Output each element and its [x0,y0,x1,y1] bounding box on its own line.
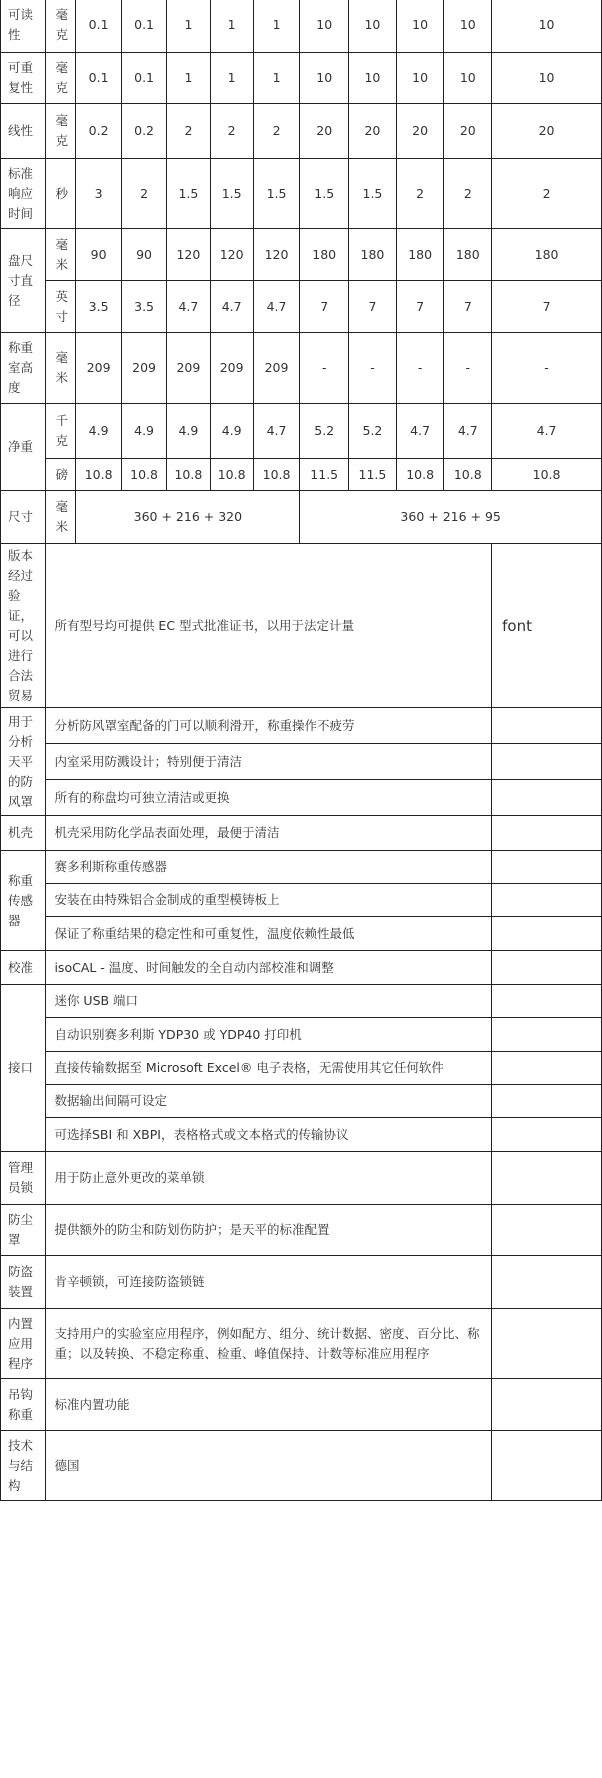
value-cell: 10 [492,0,602,53]
value-cell: 4.7 [492,404,602,459]
value-cell: 4.9 [76,404,121,459]
value-cell: 10 [300,0,349,53]
value-cell: 1.5 [210,159,253,229]
value-cell: 4.9 [167,404,210,459]
value-cell: 10 [444,0,492,53]
empty-cell [492,708,602,744]
unit-cell: 毫克 [46,53,76,104]
empty-cell [492,1256,602,1309]
row-label: 管理员锁 [1,1152,46,1205]
value-cell: 0.1 [76,0,121,53]
feature-item: 数据输出间隔可设定 [46,1085,492,1118]
feature-text: 德国 [46,1431,492,1501]
value-cell: 4.7 [167,281,210,333]
value-cell: 0.1 [121,0,166,53]
value-cell: 11.5 [349,459,397,491]
value-cell: - [349,333,397,404]
value-cell: 1.5 [349,159,397,229]
spec-row-response_time [1,159,602,229]
feature-row-interface [1,985,602,1018]
feature-row-anti_theft [1,1256,602,1309]
value-cell: 10.8 [121,459,166,491]
feature-row-sensor [1,851,602,884]
value-cell: 180 [492,229,602,281]
value-cell: 4.9 [121,404,166,459]
value-cell: 4.9 [210,404,253,459]
value-cell: 209 [121,333,166,404]
feature-row-draft_shield [1,744,602,780]
empty-cell [492,1309,602,1379]
feature-row-admin_lock [1,1152,602,1205]
value-cell: 3.5 [76,281,121,333]
value-cell: 0.2 [121,104,166,159]
empty-cell [492,985,602,1018]
value-cell: 10.8 [253,459,300,491]
value-cell: 10 [444,53,492,104]
value-cell: - [444,333,492,404]
row-label: 盘尺寸直径 [1,229,46,333]
dimension-value: 360 + 216 + 95 [300,491,602,544]
value-cell: 4.7 [253,404,300,459]
value-cell: 2 [253,104,300,159]
value-cell: 4.7 [444,404,492,459]
value-cell: 1 [167,0,210,53]
value-cell: 90 [76,229,121,281]
value-cell: 180 [300,229,349,281]
row-label: 称重室高度 [1,333,46,404]
spec-row-dimensions [1,491,602,544]
value-cell: 10 [396,0,444,53]
feature-item: 自动识别赛多利斯 YDP30 或 YDP40 打印机 [46,1018,492,1052]
row-label: 净重 [1,404,46,491]
value-cell: 20 [396,104,444,159]
unit-cell: 毫米 [46,491,76,544]
feature-text: 用于防止意外更改的菜单锁 [46,1152,492,1205]
spec-row-net-weight-kg [1,404,602,459]
value-cell: 1 [253,0,300,53]
dimension-value: 360 + 216 + 320 [76,491,300,544]
extra-cell: font [492,544,602,708]
feature-row-interface [1,1018,602,1052]
feature-item: 直接传输数据至 Microsoft Excel® 电子表格，无需使用其它任何软件 [46,1052,492,1085]
feature-item: 保证了称重结果的稳定性和可重复性，温度依赖性最低 [46,917,492,951]
empty-cell [492,816,602,851]
unit-cell: 磅 [46,459,76,491]
feature-text: 提供额外的防尘和防划伤防护；是天平的标准配置 [46,1205,492,1256]
feature-row-hook [1,1379,602,1431]
row-label: 吊钩称重 [1,1379,46,1431]
value-cell: 4.7 [210,281,253,333]
value-cell: 2 [121,159,166,229]
value-cell: 4.7 [253,281,300,333]
value-cell: 10 [492,53,602,104]
value-cell: 10.8 [76,459,121,491]
unit-cell: 毫克 [46,0,76,53]
unit-cell: 毫米 [46,333,76,404]
empty-cell [492,1152,602,1205]
feature-row-sensor [1,917,602,951]
feature-row-interface [1,1085,602,1118]
row-label: 防盗装置 [1,1256,46,1309]
feature-item: 赛多利斯称重传感器 [46,851,492,884]
value-cell: 10.8 [396,459,444,491]
value-cell: 5.2 [300,404,349,459]
value-cell: 5.2 [349,404,397,459]
row-label: 线性 [1,104,46,159]
row-label: 版本经过验证，可以进行合法贸易 [1,544,46,708]
value-cell: 209 [167,333,210,404]
row-label: 用于分析天平的防风罩 [1,708,46,816]
value-cell: 7 [300,281,349,333]
value-cell: 0.1 [76,53,121,104]
value-cell: 209 [210,333,253,404]
value-cell: 10 [349,0,397,53]
value-cell: 20 [492,104,602,159]
value-cell: 10 [396,53,444,104]
value-cell: 20 [349,104,397,159]
feature-item: 所有的称盘均可独立清洁或更换 [46,780,492,816]
empty-cell [492,1052,602,1085]
value-cell: 7 [396,281,444,333]
row-label: 可读性 [1,0,46,53]
row-label: 尺寸 [1,491,46,544]
feature-row-draft_shield [1,708,602,744]
value-cell: 10.8 [210,459,253,491]
value-cell: 3.5 [121,281,166,333]
value-cell: 3 [76,159,121,229]
value-cell: 2 [444,159,492,229]
feature-row-interface [1,1052,602,1085]
value-cell: 0.1 [121,53,166,104]
value-cell: 120 [253,229,300,281]
value-cell: 1.5 [167,159,210,229]
value-cell: 180 [349,229,397,281]
unit-cell: 千克 [46,404,76,459]
feature-row-origin [1,1431,602,1501]
row-label: 称重传感器 [1,851,46,951]
feature-text: 支持用户的实验室应用程序，例如配方、组分、统计数据、密度、百分比、称重；以及转换、不稳定称重、检重、峰值保持、计数等标准应用程序 [46,1309,492,1379]
feature-item: 内室采用防溅设计；特别便于清洁 [46,744,492,780]
feature-row-dust_cover [1,1205,602,1256]
spec-row-repeatability [1,53,602,104]
value-cell: 1 [210,0,253,53]
feature-text: 肯辛顿锁，可连接防盗锁链 [46,1256,492,1309]
row-label: 可重复性 [1,53,46,104]
empty-cell [492,1379,602,1431]
feature-text: 标准内置功能 [46,1379,492,1431]
value-cell: 90 [121,229,166,281]
empty-cell [492,1205,602,1256]
value-cell: 10.8 [167,459,210,491]
feature-item: 分析防风罩室配备的门可以顺利滑开，称重操作不疲劳 [46,708,492,744]
spec-row-pan-size-inch [1,281,602,333]
value-cell: 2 [396,159,444,229]
value-cell: 1 [210,53,253,104]
value-cell: - [492,333,602,404]
row-label: 接口 [1,985,46,1152]
empty-cell [492,744,602,780]
feature-text: 机壳采用防化学品表面处理，最便于清洁 [46,816,492,851]
empty-cell [492,917,602,951]
feature-item: 安装在由特殊铝合金制成的重型模铸板上 [46,884,492,917]
value-cell: 10 [300,53,349,104]
value-cell: 1.5 [300,159,349,229]
empty-cell [492,884,602,917]
value-cell: 11.5 [300,459,349,491]
value-cell: 7 [492,281,602,333]
value-cell: - [300,333,349,404]
feature-text: 所有型号均可提供 EC 型式批准证书，以用于法定计量 [46,544,492,708]
value-cell: 209 [76,333,121,404]
value-cell: 120 [167,229,210,281]
feature-row-housing [1,816,602,851]
row-label: 标准响应时间 [1,159,46,229]
empty-cell [492,1018,602,1052]
feature-row-apps [1,1309,602,1379]
value-cell: 2 [167,104,210,159]
row-label: 校准 [1,951,46,985]
row-label: 机壳 [1,816,46,851]
value-cell: 1.5 [253,159,300,229]
feature-row-sensor [1,884,602,917]
unit-cell: 毫米 [46,229,76,281]
value-cell: - [396,333,444,404]
unit-cell: 秒 [46,159,76,229]
empty-cell [492,1431,602,1501]
spec-row-readability [1,0,602,53]
row-label: 防尘罩 [1,1205,46,1256]
empty-cell [492,780,602,816]
spec-row-linearity [1,104,602,159]
value-cell: 10 [349,53,397,104]
value-cell: 180 [444,229,492,281]
value-cell: 2 [492,159,602,229]
row-label: 内置应用程序 [1,1309,46,1379]
feature-item: 迷你 USB 端口 [46,985,492,1018]
unit-cell: 毫克 [46,104,76,159]
value-cell: 209 [253,333,300,404]
spec-row-pan-size-mm [1,229,602,281]
value-cell: 10.8 [444,459,492,491]
value-cell: 4.7 [396,404,444,459]
feature-row-verified [1,544,602,708]
spec-row-chamber_height [1,333,602,404]
empty-cell [492,851,602,884]
value-cell: 180 [396,229,444,281]
value-cell: 120 [210,229,253,281]
empty-cell [492,1118,602,1152]
empty-cell [492,1085,602,1118]
row-label: 技术与结构 [1,1431,46,1501]
value-cell: 7 [444,281,492,333]
feature-row-draft_shield [1,780,602,816]
value-cell: 2 [210,104,253,159]
unit-cell: 英寸 [46,281,76,333]
feature-row-calibration [1,951,602,985]
empty-cell [492,951,602,985]
feature-item: 可选择SBI 和 XBPI，表格格式或文本格式的传输协议 [46,1118,492,1152]
value-cell: 1 [253,53,300,104]
value-cell: 20 [444,104,492,159]
spec-row-net-weight-lb [1,459,602,491]
value-cell: 0.2 [76,104,121,159]
value-cell: 10.8 [492,459,602,491]
value-cell: 1 [167,53,210,104]
feature-row-interface [1,1118,602,1152]
value-cell: 20 [300,104,349,159]
feature-text: isoCAL - 温度、时间触发的全自动内部校准和调整 [46,951,492,985]
value-cell: 7 [349,281,397,333]
